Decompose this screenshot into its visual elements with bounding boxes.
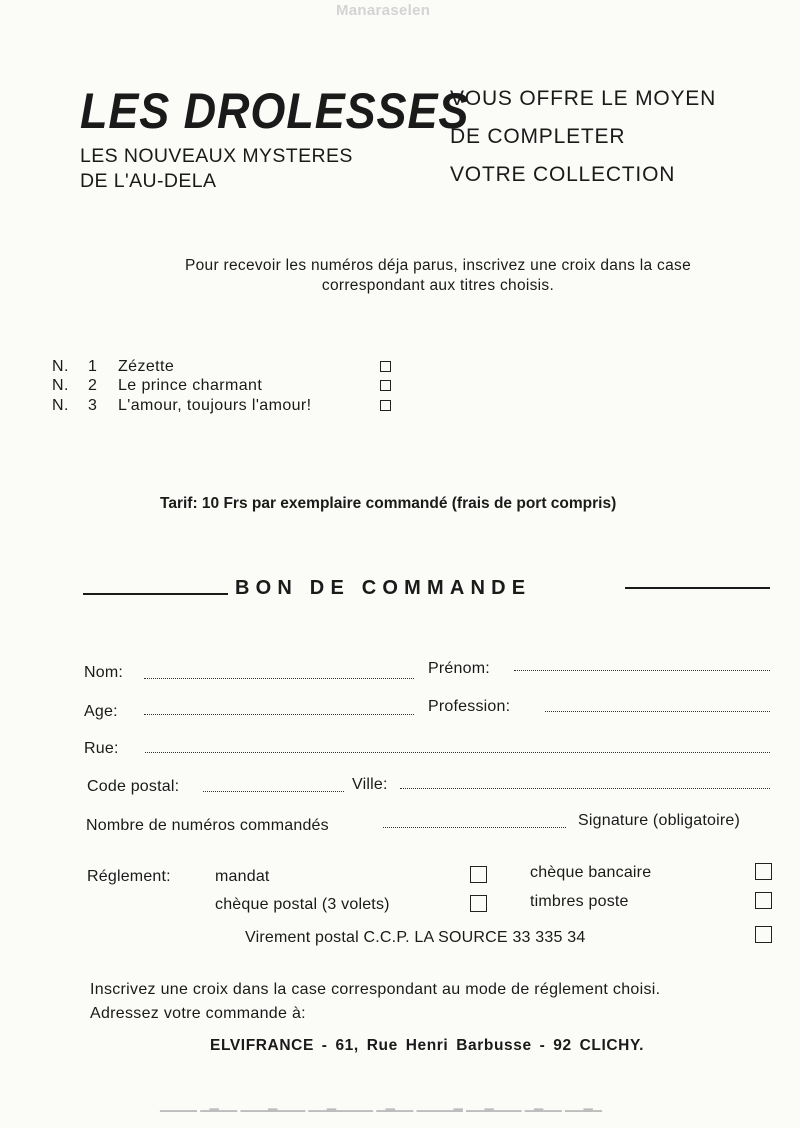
age-field[interactable] (144, 714, 414, 715)
reglement-label: Réglement: (87, 868, 171, 885)
cheque-postal-checkbox[interactable] (470, 895, 487, 912)
series-logo: LES DROLESSES (80, 83, 470, 139)
age-label: Age: (84, 703, 118, 720)
virement-label: Virement postal C.C.P. LA SOURCE 33 335 34 (245, 929, 586, 946)
timbres-checkbox[interactable] (755, 892, 772, 909)
cheque-postal-label: chèque postal (3 volets) (215, 896, 390, 913)
rue-label: Rue: (84, 740, 119, 757)
cheque-bancaire-checkbox[interactable] (755, 863, 772, 880)
issue-title: Le prince charmant (118, 377, 263, 394)
issue-title: L'amour, toujours l'amour! (118, 397, 312, 414)
address-label: Adressez votre commande à: (90, 1005, 306, 1022)
title-rule-right (625, 587, 770, 589)
issue-number: 3 (88, 397, 98, 414)
mandat-label: mandat (215, 868, 270, 885)
nombre-field[interactable] (383, 827, 566, 828)
nom-label: Nom: (84, 664, 124, 681)
code-postal-label: Code postal: (87, 778, 180, 795)
nombre-label: Nombre de numéros commandés (86, 817, 329, 834)
title-rule-left (83, 593, 228, 595)
offer-line-3: VOTRE COLLECTION (450, 163, 676, 186)
ville-field[interactable] (400, 788, 770, 789)
prenom-field[interactable] (514, 670, 770, 671)
issue-title: Zézette (118, 358, 175, 375)
profession-label: Profession: (428, 698, 511, 715)
offer-line-2: DE COMPLETER (450, 125, 626, 148)
issue-prefix: N. (52, 397, 69, 414)
signature-label: Signature (obligatoire) (578, 812, 741, 829)
issue-number: 2 (88, 377, 98, 394)
watermark: Manaraselen (336, 2, 431, 19)
instruction-text: Inscrivez une croix dans la case correspondant au mode de réglement choisi. (90, 981, 661, 998)
issue-checkbox[interactable] (380, 361, 391, 372)
profession-field[interactable] (545, 711, 770, 712)
subtitle-line-1: LES NOUVEAUX MYSTERES (80, 145, 353, 167)
issue-number: 1 (88, 358, 98, 375)
issue-prefix: N. (52, 377, 69, 394)
prenom-label: Prénom: (428, 660, 490, 677)
issue-checkbox[interactable] (380, 400, 391, 411)
mandat-checkbox[interactable] (470, 866, 487, 883)
offer-line-1: VOUS OFFRE LE MOYEN (450, 87, 717, 110)
issue-prefix: N. (52, 358, 69, 375)
intro-line-2: correspondant aux titres choisis. (321, 277, 555, 294)
code-postal-field[interactable] (203, 791, 344, 792)
rue-field[interactable] (145, 752, 770, 753)
subtitle-line-2: DE L'AU-DELA (80, 170, 217, 192)
address-text: ELVIFRANCE - 61, Rue Henri Barbusse - 92 CLICHY. (210, 1037, 645, 1054)
tarif-text: Tarif: 10 Frs par exemplaire commandé (frais de port compris) (160, 495, 617, 512)
intro-line-1: Pour recevoir les numéros déja parus, inscrivez une croix dans la case (184, 257, 692, 274)
cheque-bancaire-label: chèque bancaire (530, 864, 652, 881)
virement-checkbox[interactable] (755, 926, 772, 943)
ville-label: Ville: (352, 776, 388, 793)
timbres-label: timbres poste (530, 893, 629, 910)
issue-checkbox[interactable] (380, 380, 391, 391)
nom-field[interactable] (144, 678, 414, 679)
reverse-bleed-through: ▁▂▁▁ ▁▁▂▁ ▁▁▁▂▁▁ ▂▁▁▁▁ ▁▁▂▁ ▁▁▁▁▂▁▁ ▁▁▁▂▁▁▁ ▁▁▂▁ ▁▁▁▁ (160, 1098, 602, 1112)
order-form-title: BON DE COMMANDE (235, 577, 532, 599)
